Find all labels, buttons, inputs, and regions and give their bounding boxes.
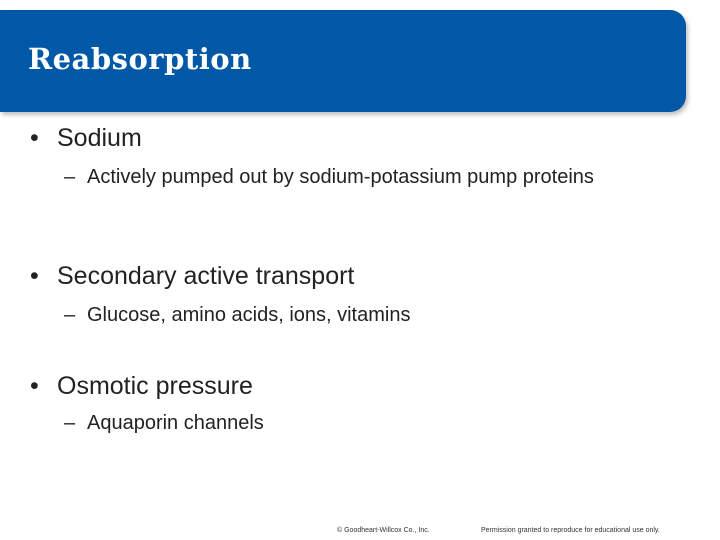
sub-bullet-sodium-pump: [64, 163, 624, 191]
bullet-secondary-active-transport: [30, 261, 354, 291]
sub-bullet-text: Glucose, amino acids, ions, vitamins: [87, 304, 411, 326]
sub-bullet-glucose: [64, 301, 624, 329]
bullet-text: Secondary active transport: [57, 262, 355, 290]
bullet-mark: •: [30, 124, 39, 152]
bullet-text: Osmotic pressure: [57, 372, 253, 400]
sub-bullet-text: Aquaporin channels: [87, 412, 264, 434]
sub-bullet-mark: –: [64, 304, 76, 326]
slide-title: Reabsorption: [28, 42, 252, 76]
bullet-mark: •: [30, 372, 39, 400]
sub-bullet-mark: –: [64, 412, 76, 434]
bullet-osmotic-pressure: [30, 371, 253, 401]
sub-bullet-mark: –: [64, 166, 76, 188]
footer-permission: Permission granted to reproduce for educational use only.: [481, 527, 660, 534]
sub-bullet-aquaporin: [64, 409, 624, 437]
bullet-mark: •: [30, 262, 39, 290]
footer-copyright: © Goodheart-Willcox Co., Inc.: [337, 527, 430, 534]
bullet-text: Sodium: [57, 124, 142, 152]
sub-bullet-text: Actively pumped out by sodium-potassium pump proteins: [87, 166, 594, 188]
bullet-sodium: [30, 123, 142, 153]
